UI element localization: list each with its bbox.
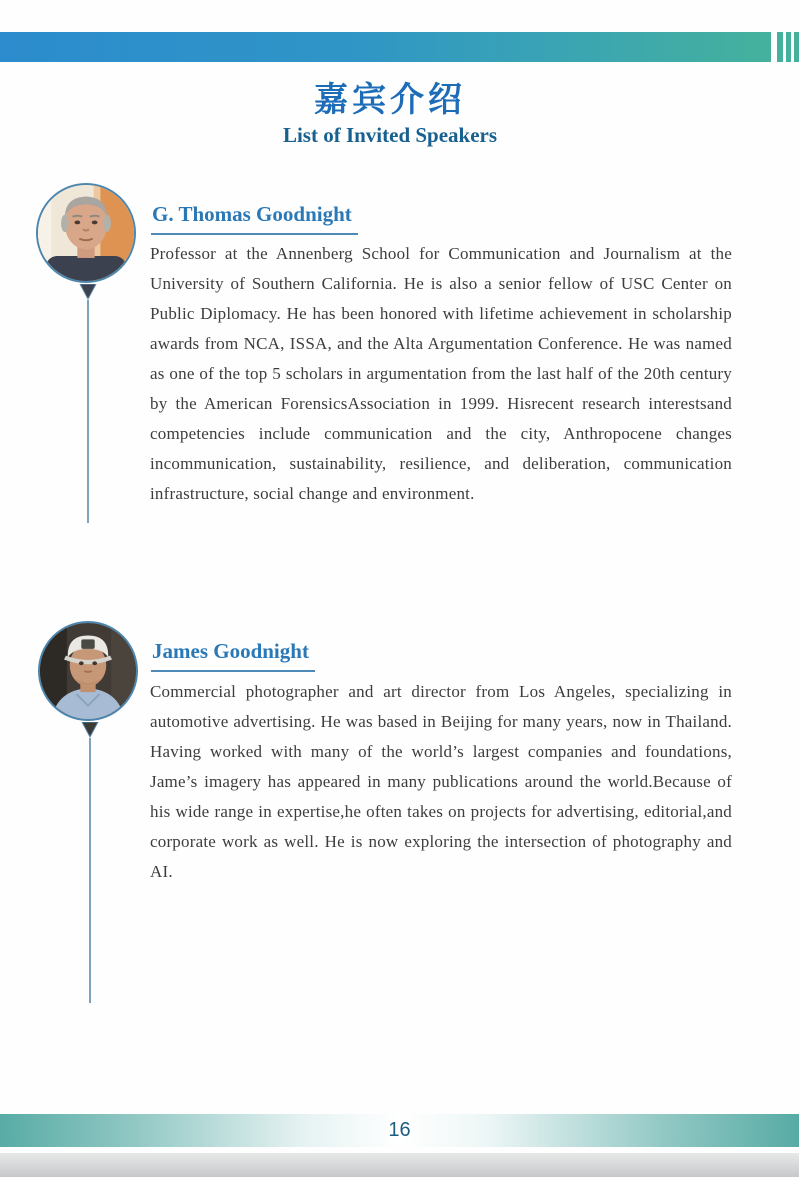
speaker-name: James Goodnight <box>151 639 315 672</box>
page-subtitle-en: List of Invited Speakers <box>282 123 498 147</box>
header-gradient-bar <box>0 32 771 62</box>
page-heading <box>0 80 780 148</box>
speaker-bio: Professor at the Annenberg School for Communication and Journalism at the University of Southern California. He is also a senior fellow of USC Center on Public Diplomacy. He has been honored with lifetime achievement in scholarship awards from NCA, ISSA, and the Alta Argumentation Conference. He was named as one of the top 5 scholars in argumentation from the last half of the 20th century by the American ForensicsAssociation in 1999. Hisrecent research interestsand competencies include communication and the city, Anthropocene changes incommunication, sustainability, resilience, and deliberation, communication infrastructure, social change and environment. <box>150 244 732 503</box>
speaker-bio: Commercial photographer and art director from Los Angeles, specializing in automotive advertising. He was based in Beijing for many years, now in Thailand. Having worked with many of the world’s largest companies and foundations, Jame’s imagery has appeared in many publications around the world.Because of his wide range in expertise,he often takes on projects for advertising, editorial,and corporate work as well. He is now exploring the intersection of photography and AI. <box>150 682 732 881</box>
speaker-photo <box>38 621 138 721</box>
page-number: 16 <box>388 1119 411 1141</box>
photo-pointer-icon <box>81 722 99 738</box>
elderly-man-portrait-icon <box>38 185 134 281</box>
photo-pointer-icon <box>79 284 97 300</box>
header-bar-stripe <box>777 32 783 62</box>
man-with-cap-portrait-icon <box>40 623 136 719</box>
header-bar-stripe <box>794 32 799 62</box>
page-bottom-edge <box>0 1153 799 1177</box>
page-title-zh: 嘉宾介绍 <box>314 81 466 119</box>
timeline-connector-line <box>89 738 91 1003</box>
speaker-name: G. Thomas Goodnight <box>151 202 358 235</box>
speaker-photo <box>36 183 136 283</box>
footer-gradient-bar <box>0 1114 799 1147</box>
timeline-connector-line <box>87 300 89 523</box>
header-bar-stripe <box>786 32 791 62</box>
